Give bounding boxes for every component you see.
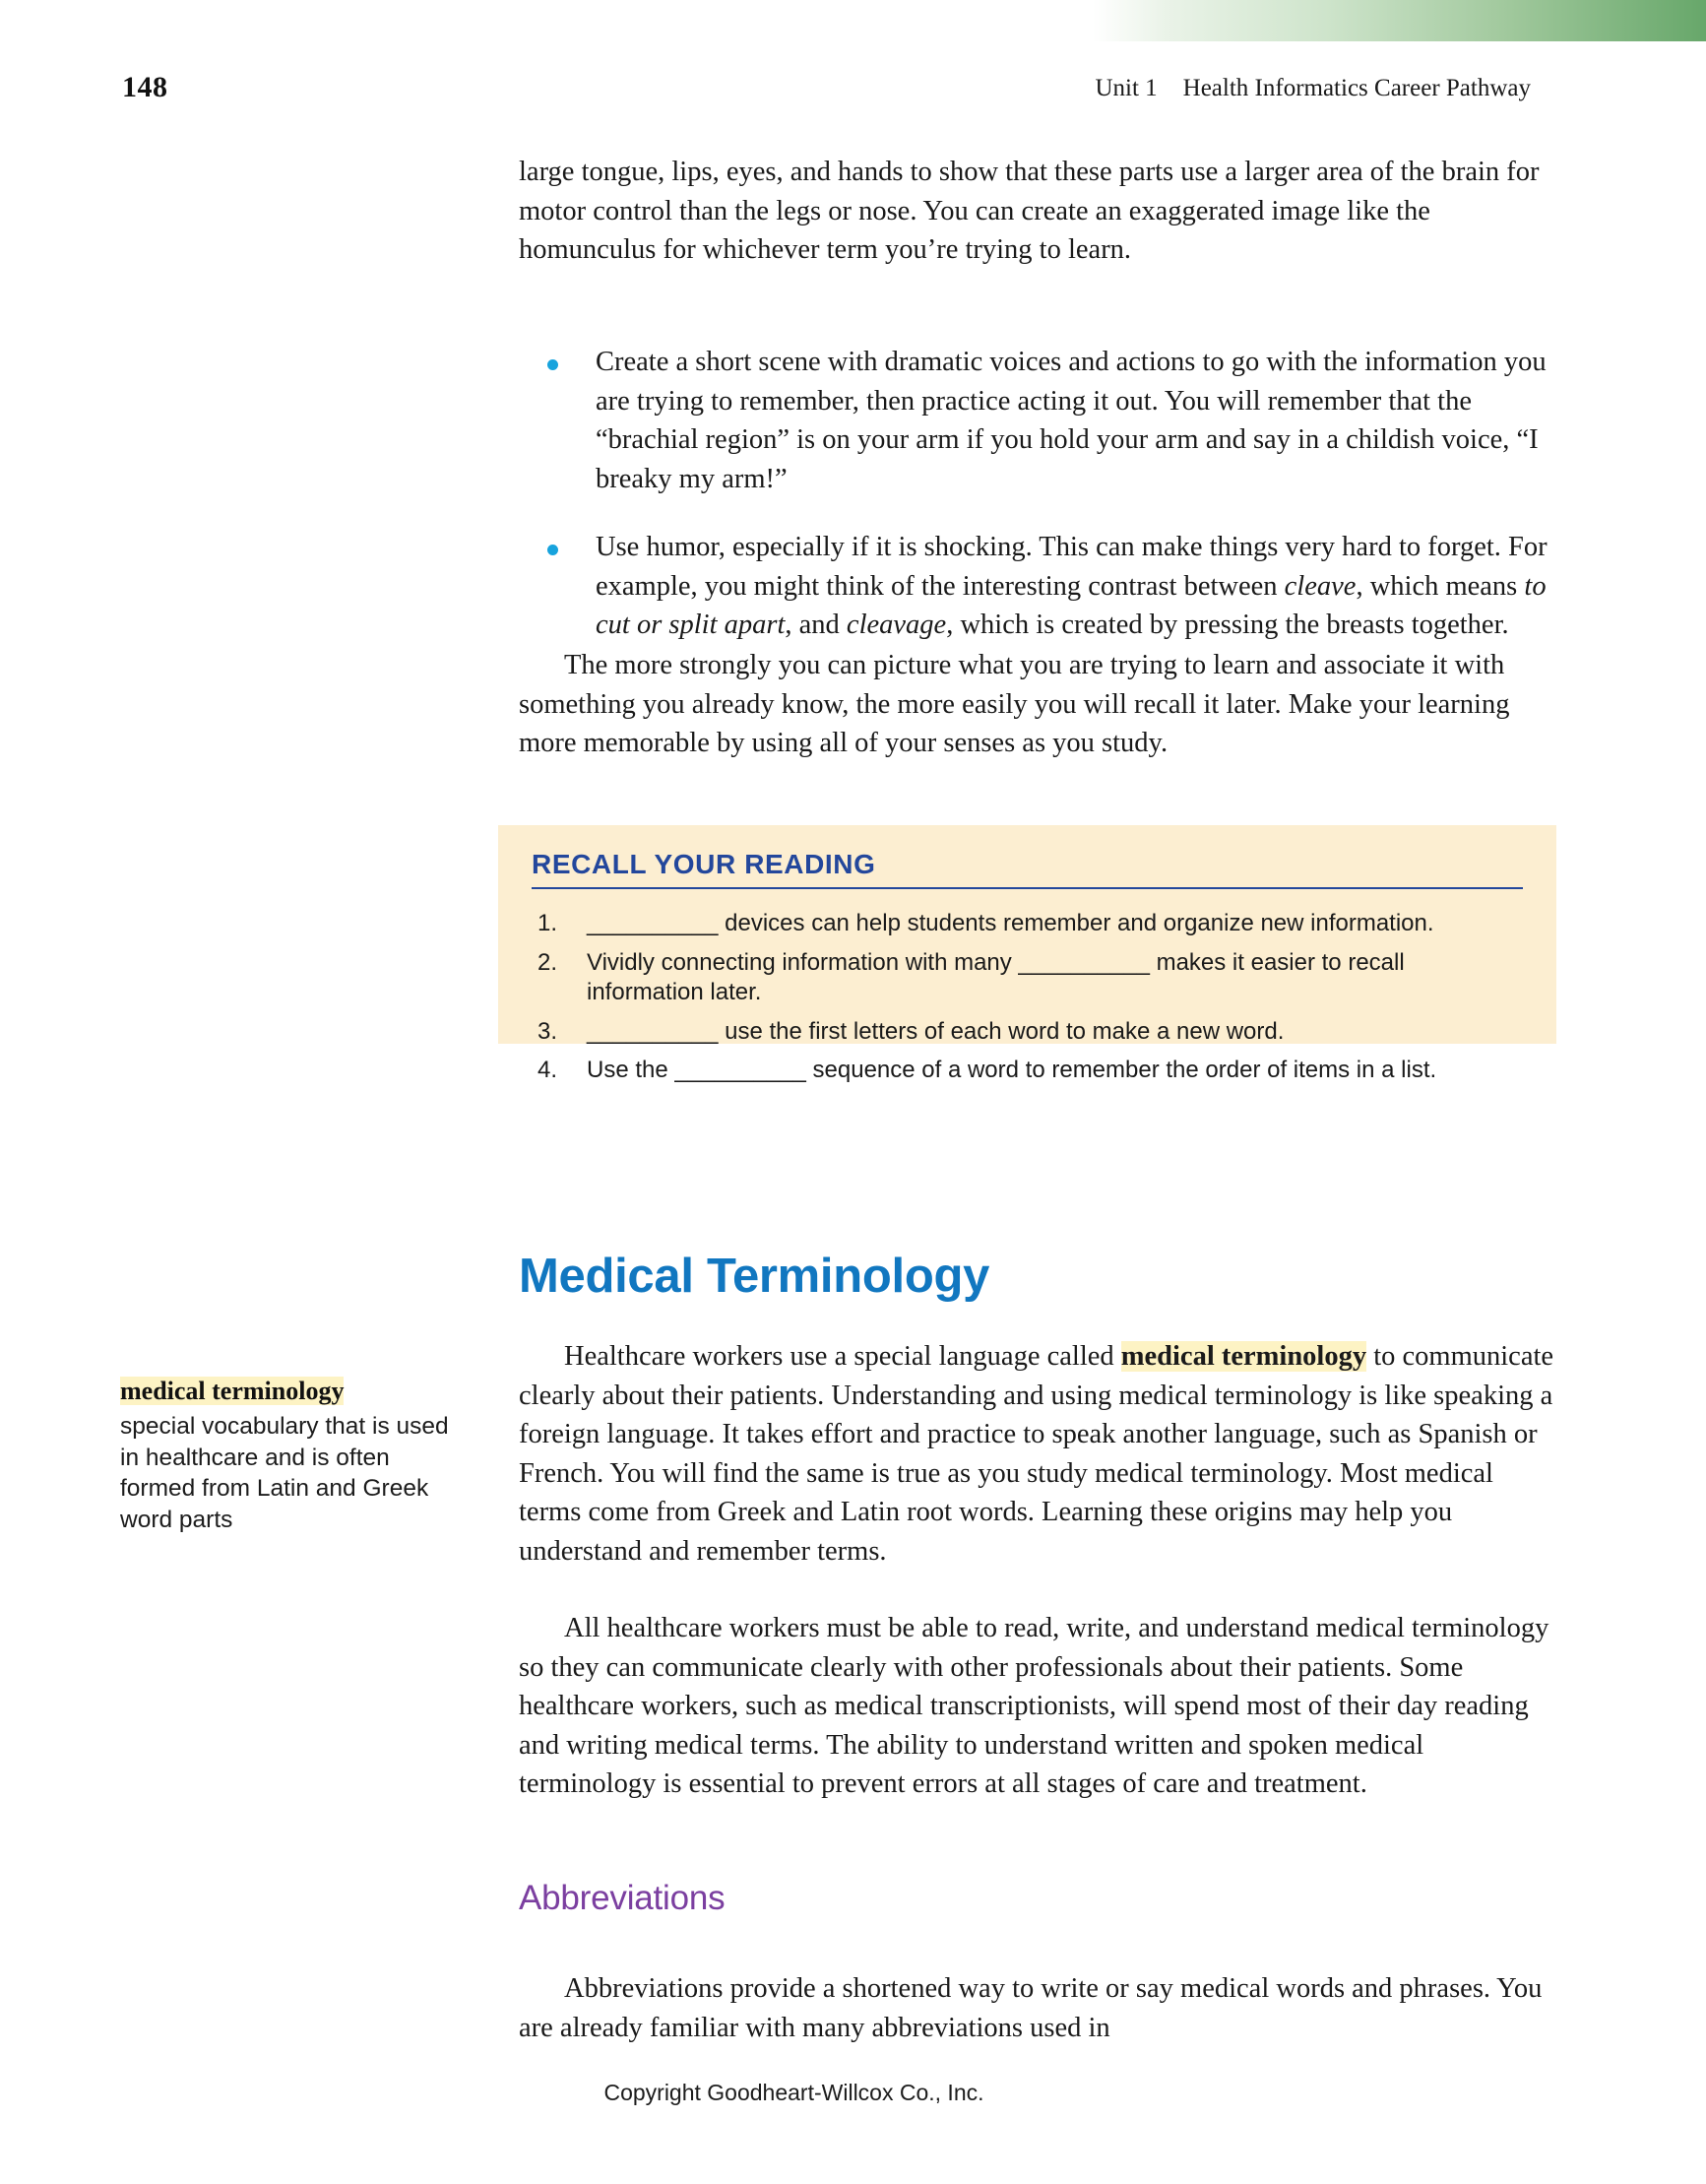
term-cleavage: cleavage (846, 610, 947, 640)
summary-paragraph (519, 646, 1554, 763)
bullet-dot-icon (547, 545, 558, 555)
medical-terminology-paragraph-1-text (519, 1337, 1554, 1571)
abbreviations-paragraph-1 (519, 1969, 1554, 2047)
list-item (532, 948, 1523, 1008)
item-text: Use the __________ sequence of a word to remember the order of items in a list. (587, 1057, 1437, 1083)
item-number: 4. (537, 1057, 558, 1083)
para1-post: to communicate clearly about their patients. Understanding and using medical terminology is like speaking a foreign language. It takes effort and practice to speak another language, such as Spanish or French. You will find the same is true as you study medical terminology. Most medical terms come from Greek and Latin root words. Learning these origins may help you understand and remember terms. (519, 1341, 1554, 1567)
subsection-heading-abbreviations: Abbreviations (519, 1879, 726, 1917)
recall-your-reading-box (498, 825, 1556, 1083)
bullet-dot-icon (547, 359, 558, 370)
bullet-list (519, 343, 1554, 645)
top-decorative-band (1093, 0, 1706, 41)
definition-cleave: to cut or split apart (596, 570, 1547, 640)
item-number: 2. (537, 948, 558, 976)
recall-box-inner (498, 825, 1556, 1115)
medical-terminology-paragraph-2-text: All healthcare workers must be able to read, write, and understand medical terminology so they can communicate clearly with other professionals about their patients. Some healthcare workers, such as medical transcriptionists, will spend most of their day reading and writing medical terms. The ability to understand written and spoken medical terminology is essential to prevent errors at all stages of care and treatment. (519, 1613, 1549, 1799)
item-text: __________ use the first letters of each word to make a new word. (587, 1017, 1285, 1045)
highlighted-term-medical-terminology: medical terminology (1120, 1341, 1367, 1372)
margin-definition (120, 1375, 460, 1535)
running-head-title-group (1095, 75, 1531, 102)
abbreviations-paragraph-1-text: Abbreviations provide a shortened way to write or say medical words and phrases. You are already familiar with many abbreviations used in (519, 1973, 1543, 2043)
running-head (0, 71, 1706, 114)
bullet-text (596, 532, 1548, 640)
bullet-text: Create a short scene with dramatic voices and actions to go with the information you are trying to remember, then practice acting it out. You will remember that the “brachial region” is on your arm if you hold your arm and say in a childish voice, “I breaky my arm!” (596, 347, 1547, 494)
bullet-text-mid2: , and (785, 610, 847, 640)
item-number: 3. (537, 1017, 558, 1045)
item-number: 1. (537, 910, 558, 936)
section-heading-medical-terminology: Medical Terminology (519, 1250, 990, 1303)
page-number: 148 (122, 71, 168, 103)
summary-paragraph-text: The more strongly you can picture what you are trying to learn and associate it with something you already know, the more easily you will recall it later. Make your learning more memorable by using all of your senses as you study. (519, 650, 1510, 758)
medical-terminology-paragraph-2 (519, 1609, 1554, 1804)
continued-paragraph-text: large tongue, lips, eyes, and hands to show that these parts use a larger area of the brain for motor control than the legs or nose. You can create an exaggerated image like the homunculus for whichever term you’re trying to learn. (519, 157, 1540, 265)
bullet-text-mid1: , which means (1356, 570, 1525, 602)
margin-term: medical terminology (120, 1377, 345, 1405)
recall-question-list (532, 909, 1523, 1086)
bullet-text-pre: Use humor, especially if it is shocking. This can make things very hard to forget. For example, you might think of the interesting contrast between (596, 532, 1548, 602)
list-item (519, 343, 1554, 498)
margin-definition-text: special vocabulary that is used in healthcare and is often formed from Latin and Greek word parts (120, 1413, 449, 1533)
list-item (532, 1056, 1523, 1086)
list-item (519, 528, 1554, 645)
bullet-text-post: , which is created by pressing the breasts together. (946, 610, 1509, 640)
para1-pre: Healthcare workers use a special language called (564, 1341, 1121, 1372)
item-text: Vividly connecting information with many __________ makes it easier to recall information later. (587, 948, 1405, 1005)
margin-term-wrapper (120, 1375, 460, 1408)
bullet-list-container (519, 313, 1554, 645)
list-item (532, 909, 1523, 939)
running-head-unit: Unit 1 (1095, 75, 1158, 101)
recall-box-title: RECALL YOUR READING (532, 849, 1523, 889)
term-cleave: cleave (1284, 570, 1357, 602)
medical-terminology-paragraph-1 (519, 1337, 1554, 1571)
footer-copyright: Copyright Goodheart-Willcox Co., Inc. (603, 2080, 984, 2105)
item-text: __________ devices can help students remember and organize new information. (587, 910, 1434, 936)
running-head-title: Health Informatics Career Pathway (1182, 75, 1531, 101)
continued-paragraph (519, 153, 1554, 270)
list-item (532, 1017, 1523, 1048)
